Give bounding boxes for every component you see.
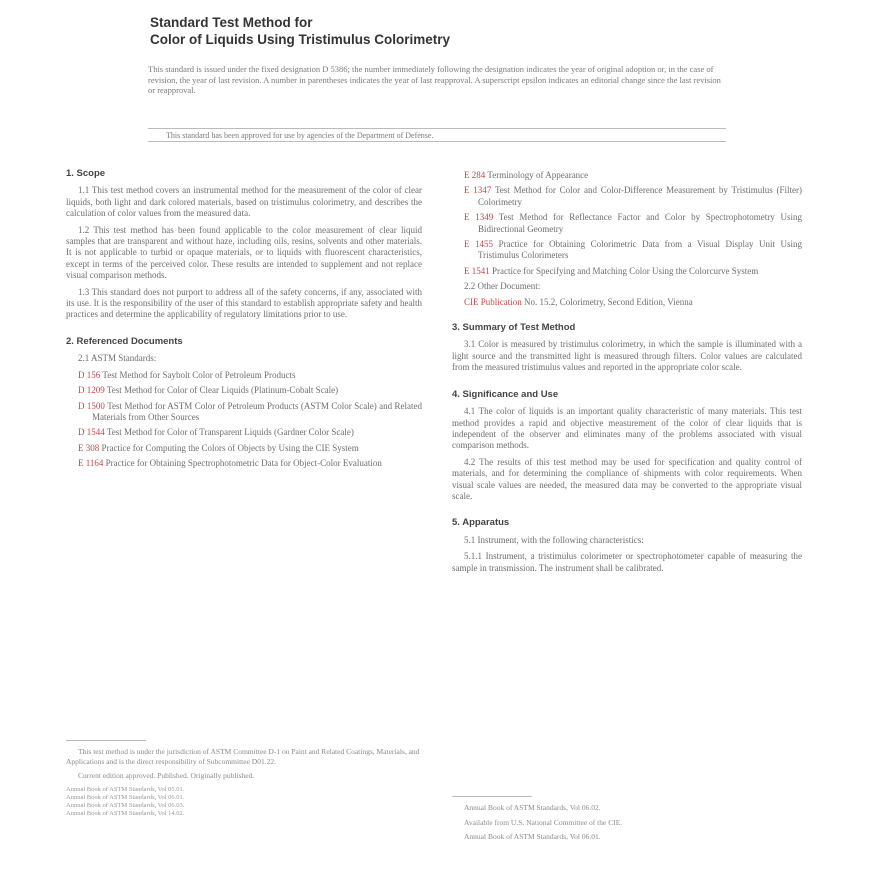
- reference-code[interactable]: E 1455: [464, 239, 494, 250]
- reference-code[interactable]: D 1209: [78, 385, 105, 396]
- left-column: [66, 168, 422, 474]
- section-heading-apparatus: 5. Apparatus: [452, 517, 510, 529]
- reference-code[interactable]: D 1544: [78, 427, 105, 438]
- section-heading-significance: 4. Significance and Use: [452, 388, 559, 400]
- reference-item: [464, 266, 802, 277]
- reference-text: Test Method for ASTM Color of Petroleum Products (ASTM Color Scale) and Related Materials from Other Sources: [92, 400, 422, 422]
- reference-code[interactable]: D 1500: [78, 400, 105, 411]
- footnote-rule: [452, 796, 532, 797]
- reference-item: [78, 370, 422, 381]
- reference-text: Test Method for Color and Color-Difference Measurement by Tristimulus (Filter) Colorimetry: [478, 185, 803, 207]
- reference-text: Practice for Obtaining Colorimetric Data from a Visual Display Unit Using Tristimulus Colorimeters: [478, 239, 803, 261]
- paragraph: 5.1 Instrument, with the following characteristics:: [464, 534, 644, 545]
- reference-text: Practice for Obtaining Spectrophotometric Data for Object-Color Evaluation: [105, 458, 382, 469]
- reference-text: Test Method for Color of Clear Liquids (Platinum-Cobalt Scale): [106, 385, 339, 396]
- title-line-1: Standard Test Method for: [150, 15, 313, 30]
- footnote-revision: Annual Book of ASTM Standards, Vol 06.03.: [66, 801, 185, 809]
- reference-text: Test Method for Saybolt Color of Petroleum Products: [102, 369, 296, 380]
- reference-item: [464, 239, 802, 262]
- section-heading-scope: 1. Scope: [66, 168, 106, 179]
- paragraph: 5.1.1 Instrument, a tristimulus colorimeter or spectrophotometer capable of measuring the sample in transmission. The instrument shall be calibrated.: [452, 551, 802, 573]
- reference-code[interactable]: E 1349: [464, 212, 494, 223]
- reference-item: [464, 297, 802, 308]
- reference-text: Test Method for Color of Transparent Liquids (Gardner Color Scale): [106, 427, 354, 438]
- footnote-revision: Annual Book of ASTM Standards, Vol 06.01.: [66, 793, 185, 801]
- footnote: This test method is under the jurisdiction of ASTM Committee D-1 on Paint and Related Coatings, Materials, and Applications and is the direct responsibility of Subcommittee D01.22.: [66, 747, 420, 766]
- reference-item: [78, 427, 422, 438]
- reference-item: [464, 185, 802, 208]
- footnote-rule: [66, 740, 146, 741]
- reference-code[interactable]: E 1347: [464, 185, 492, 196]
- approval-note: This standard has been approved for use by agencies of the Department of Defense.: [148, 128, 726, 142]
- footnote-revision: Annual Book of ASTM Standards, Vol 05.01.: [66, 785, 185, 793]
- section-heading-references: 2. Referenced Documents: [66, 335, 183, 347]
- footnote: Annual Book of ASTM Standards, Vol 06.02.: [464, 803, 601, 812]
- title-line-2: Color of Liquids Using Tristimulus Colorimetry: [150, 32, 451, 47]
- left-footnotes: [66, 740, 422, 818]
- reference-text: No. 15.2, Colorimetry, Second Edition, Vienna: [524, 296, 693, 307]
- section-heading-summary: 3. Summary of Test Method: [452, 322, 576, 334]
- reference-item: [464, 281, 802, 292]
- reference-item: [464, 212, 802, 235]
- preamble-text: This standard is issued under the fixed designation D 5386; the number immediately following the designation indicates the year of original adoption or, in the case of revision, the year of last revision. A number in parentheses indicates the year of last reapproval. A superscript epsilon indicates an editorial change since the last revision or reapproval.: [148, 64, 721, 95]
- right-column: [452, 170, 802, 579]
- reference-code[interactable]: E 308: [78, 442, 100, 453]
- paragraph: 4.2 The results of this test method may be used for specification and quality control of materials, and for determining the compliance of shipments with color requirements. When visual scale values are needed, the measured data may be converted to the appropriate visual scale.: [452, 456, 802, 501]
- reference-text: Practice for Specifying and Matching Color Using the Colorcurve System: [492, 265, 759, 276]
- paragraph: 1.2 This test method has been found applicable to the color measurement of clear liquid samples that are transparent and without haze, including oils, resins, solvents and other materials. It is not applicable to turbid or opaque materials, or to liquids with fluorescent characteristics, except in terms of the perceived color. These results are intended to supplement and not replace visual comparison methods.: [66, 224, 422, 281]
- reference-text: 2.2 Other Document:: [464, 281, 541, 292]
- document-title: [150, 14, 710, 48]
- reference-code[interactable]: E 1164: [78, 458, 104, 469]
- paragraph: 1.1 This test method covers an instrumental method for the measurement of the color of clear liquids, both light and dark colored materials, based on tristimulus colorimetry, and describes the calculation of color values from the measured data.: [66, 185, 422, 219]
- reference-code[interactable]: E 1541: [464, 265, 490, 276]
- reference-item: [78, 458, 422, 469]
- right-footnotes: [452, 796, 802, 847]
- reference-item: [78, 401, 422, 424]
- reference-code[interactable]: E 284: [464, 170, 486, 180]
- reference-item: [464, 170, 802, 181]
- reference-item: [78, 385, 422, 396]
- footnote: Available from U.S. National Committee of the CIE.: [464, 817, 623, 827]
- footnote: Current edition approved. Published. Originally published.: [78, 771, 255, 780]
- paragraph: 1.3 This standard does not purport to address all of the safety concerns, if any, associated with its use. It is the responsibility of the user of this standard to establish appropriate safety and health practices and determine the applicability of regulatory limitations prior to use.: [66, 286, 422, 320]
- reference-text: Terminology of Appearance: [487, 170, 589, 180]
- paragraph: 4.1 The color of liquids is an important quality characteristic of many materials. This test method provides a rapid and objective measurement of the color of clear liquids that is independent of the observer and eliminates many of the problems associated with visual comparison methods.: [452, 406, 802, 451]
- footnote: Annual Book of ASTM Standards, Vol 06.01.: [464, 832, 601, 841]
- reference-text: Practice for Computing the Colors of Objects by Using the CIE System: [101, 442, 359, 453]
- paragraph: 3.1 Color is measured by tristimulus colorimetry, in which the sample is illuminated with a light source and the transmitted light is measured through filters. Color values are calculated from the measured tristimulus values and reported in the appropriate color scale.: [452, 339, 802, 373]
- paragraph: 2.1 ASTM Standards:: [78, 353, 157, 364]
- reference-code[interactable]: CIE Publication: [464, 296, 522, 307]
- footnote-revision: Annual Book of ASTM Standards, Vol 14.02.: [66, 809, 185, 817]
- reference-code[interactable]: D 156: [78, 369, 101, 380]
- reference-text: Test Method for Reflectance Factor and Color by Spectrophotometry Using Bidirectional Geometry: [478, 212, 803, 234]
- reference-item: [78, 443, 422, 454]
